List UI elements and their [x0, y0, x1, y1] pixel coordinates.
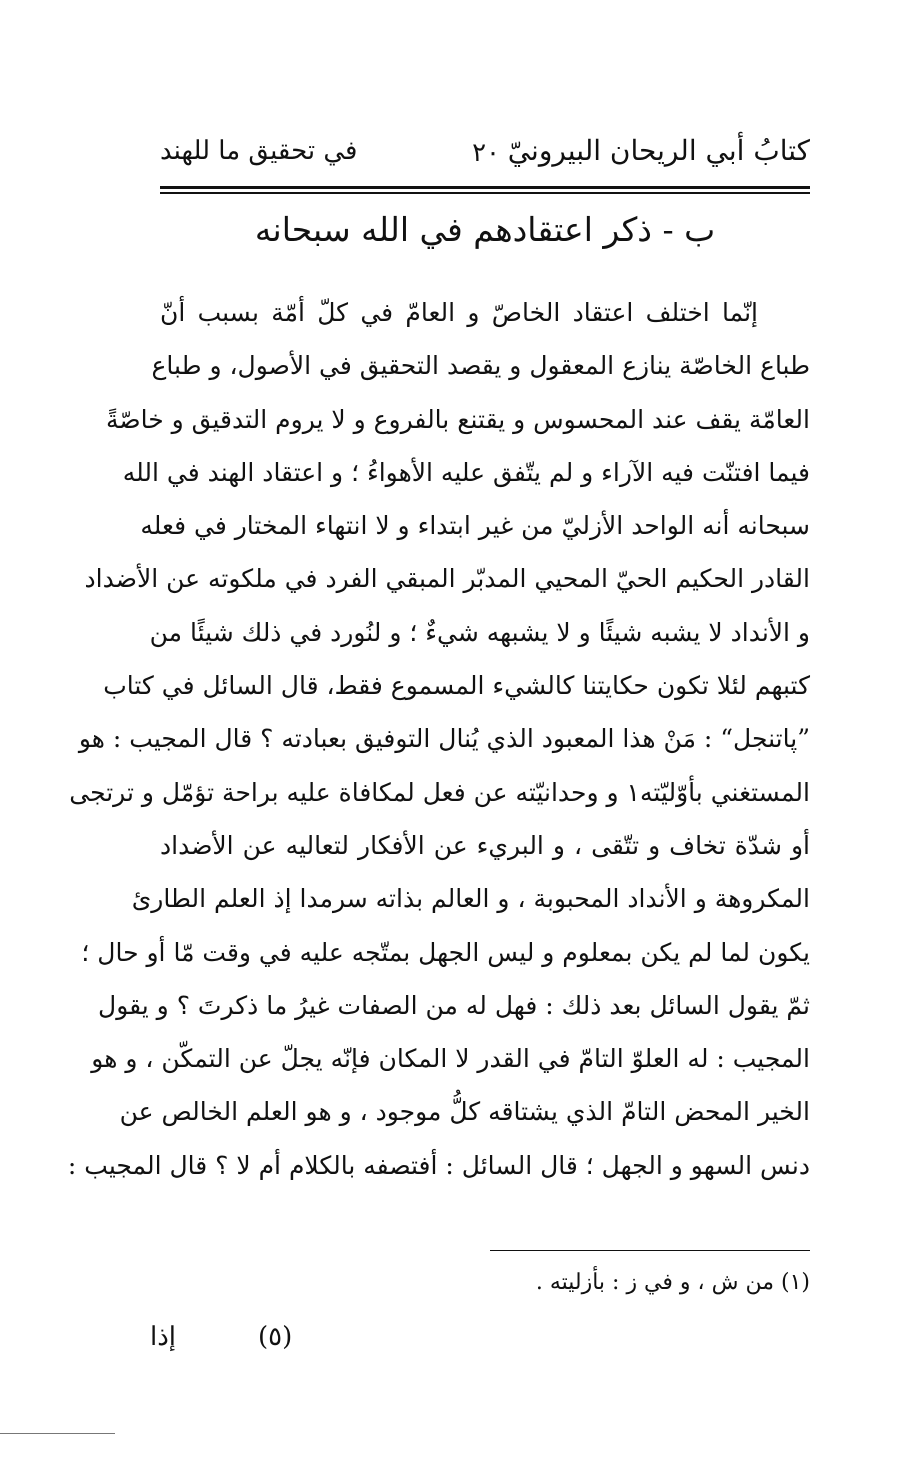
page-number: ٢٠: [472, 138, 500, 168]
text-line: و الأنداد لا يشبه شيئًا و لا يشبهه شيءٌ ؛ و لنُورد في ذلك شيئًا من: [149, 617, 810, 647]
footnote-rule: [490, 1250, 810, 1251]
scan-edge-line: [0, 1433, 115, 1434]
text-line: سبحانه أنه الواحد الأزليّ من غير ابتداء و لا انتهاء المختار في فعله: [140, 511, 810, 541]
text-line: ”پاتنجل“ : مَنْ هذا المعبود الذي يُنال التوفيق بعبادته ؟ قال المجيب : هو: [78, 724, 810, 754]
body-text: [67, 286, 810, 1192]
footnote: (١) من ش ، و في ز : بأزليته .: [535, 1270, 810, 1295]
text-line: كتبهم لئلا تكون حكايتنا كالشيء المسموع فقط، قال السائل في كتاب: [103, 671, 810, 701]
running-head: [160, 128, 810, 180]
text-line: ثمّ يقول السائل بعد ذلك : فهل له من الصفات غيرُ ما ذكرتَ ؟ و يقول: [98, 990, 810, 1020]
text-line: يكون لما لم يكن بمعلوم و ليس الجهل بمتّجه عليه في وقت مّا أو حال ؛: [81, 937, 810, 967]
text-line: المستغني بأوّليّته١ و وحدانيّته عن فعل لمكافاة عليه براحة تؤمّل و ترتجى: [69, 777, 810, 807]
header-double-rule: [160, 186, 810, 194]
text-line: القادر الحكيم الحيّ المحيي المدبّر المبقي الفرد في ملكوته عن الأضداد: [84, 564, 810, 594]
catchword: إذا: [150, 1322, 177, 1352]
text-line: المكروهة و الأنداد المحبوبة ، و العالم بذاته سرمدا إذ العلم الطارئ: [131, 884, 810, 914]
running-head-subtitle: في تحقيق ما للهند: [160, 136, 358, 166]
running-head-title: كتابُ أبي الريحان البيرونيّ: [507, 134, 810, 167]
text-line: طباع الخاصّة ينازع المعقول و يقصد التحقيق في الأصول، و طباع: [151, 351, 810, 381]
text-line: إنّما اختلف اعتقاد الخاصّ و العامّ في كلّ أمّة بسبب أنّ: [160, 298, 758, 327]
text-line: الخير المحض التامّ الذي يشتاقه كلُّ موجود ، و هو العلم الخالص عن: [119, 1097, 810, 1127]
text-line: العامّة يقف عند المحسوس و يقتنع بالفروع و لا يروم التدقيق و خاصّةً: [105, 404, 810, 434]
text-line: أو شدّة تخاف و تتّقى ، و البريء عن الأفكار لتعاليه عن الأضداد: [160, 830, 810, 860]
text-line: المجيب : له العلوّ التامّ في القدر لا المكان فإنّه يجلّ عن التمكّن ، و هو: [91, 1044, 810, 1074]
text-line: دنس السهو و الجهل ؛ قال السائل : أفتصفه بالكلام أم لا ؟ قال المجيب :: [67, 1150, 810, 1180]
signature-mark: (٥): [258, 1322, 293, 1352]
section-heading: ب - ذكر اعتقادهم في الله سبحانه: [254, 210, 716, 249]
text-line: فيما افتنّت فيه الآراء و لم يتّفق عليه الأهواءُ ؛ و اعتقاد الهند في الله: [122, 457, 810, 487]
